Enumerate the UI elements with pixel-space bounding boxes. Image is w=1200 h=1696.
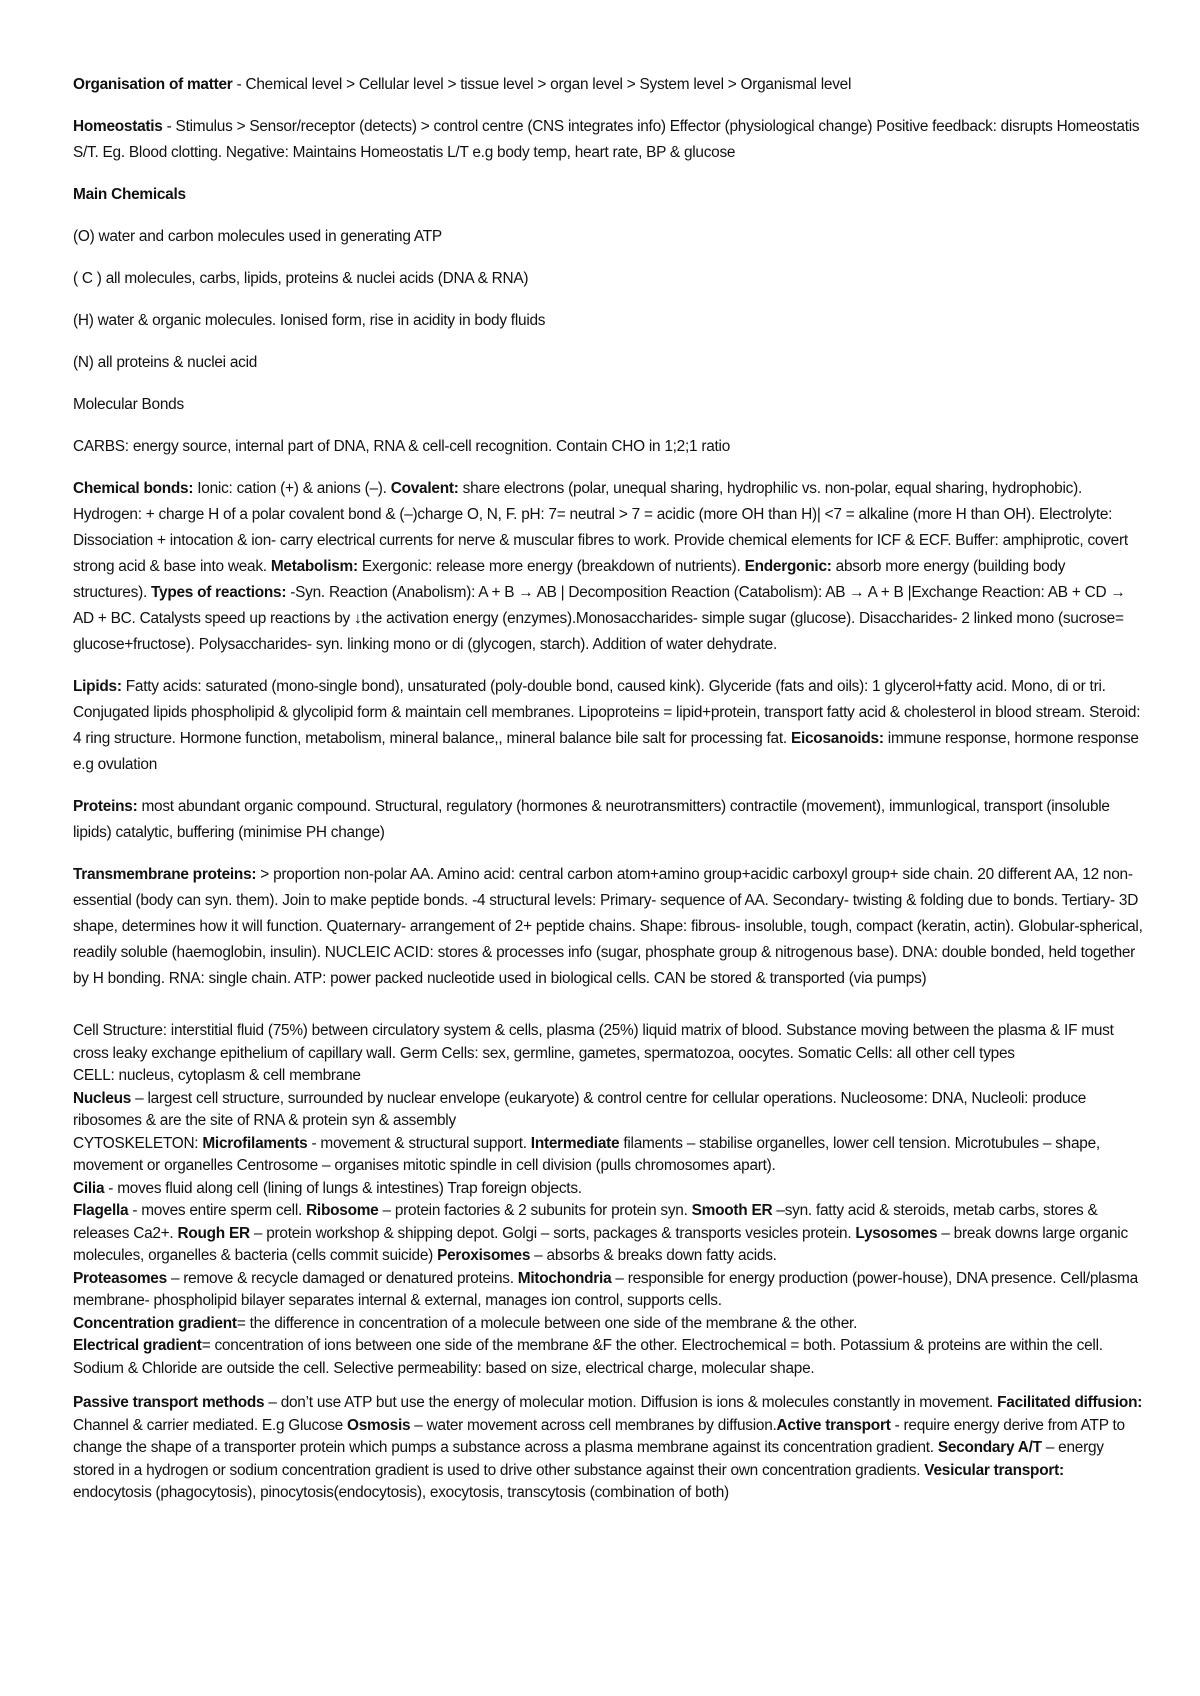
text: - moves entire sperm cell.: [128, 1202, 307, 1219]
term-peroxisomes: Peroxisomes: [437, 1247, 531, 1264]
term-covalent: Covalent:: [390, 480, 459, 497]
document-page: [73, 72, 1143, 1505]
carbs-line: CARBS: energy source, internal part of DNA, RNA & cell-cell recognition. Contain CHO in 1;2;1 ratio: [73, 438, 731, 455]
organelles-paragraph: [73, 1200, 1143, 1268]
text: share electrons (polar, unequal sharing, hydrophilic vs. non-polar, equal sharing, hydrophobic). Hydrogen: + charge H of a polar covalent bond & (–)charge O, N, F. pH: 7= neutral > 7 = acidic (more OH than H)| <7 = alkaline (more H than OH). Electrolyte: Dissociation + intocation & ion- carry electrical currents for nerve & muscular fibres to work. Provide chemical elements for ICF & ECF. Buffer: amphiprotic, covert strong acid & base into weak.: [73, 480, 1128, 575]
molecular-bonds-line: Molecular Bonds: [73, 396, 184, 413]
text: – remove & recycle damaged or denatured proteins.: [166, 1269, 518, 1287]
text: > proportion non-polar AA. Amino acid: central carbon atom+amino group+acidic carboxyl group+ side chain. 20 different AA, 12 non-essential (body can syn. them). Join to make peptide bonds. -4 structural levels: Primary- sequence of AA. Secondary- twisting & folding due to bonds. Tertiary- 3D shape, determines how it will function. Quaternary- arrangement of 2+ peptide chains. Shape: fibrous- insoluble, tough, compact (keratin, actin). Globular-spherical, readily soluble (haemoglobin, insulin). NUCLEIC ACID: stores & processes info (sugar, phosphate group & nitrogenous base). DNA: double bonded, held together by H bonding. RNA: single chain. ATP: power packed nucleotide used in biological cells. CAN be stored & transported (via pumps): [73, 866, 1143, 987]
spacer: [73, 1008, 1143, 1020]
term-endergonic: Endergonic:: [744, 558, 832, 575]
cell-line: CELL: nucleus, cytoplasm & cell membrane: [73, 1067, 361, 1084]
text: – largest cell structure, surrounded by nuclear envelope (eukaryote) & control centre for cellular operations. Nucleosome: DNA, Nucleoli: produce ribosomes & are the site of RNA & protein syn & assembly: [73, 1089, 1087, 1129]
proteins-paragraph: [73, 794, 1143, 846]
term-facilitated-diffusion: Facilitated diffusion:: [997, 1394, 1143, 1411]
heading-proteins: Proteins:: [73, 798, 138, 815]
heading-homeostasis: Homeostatis: [73, 118, 163, 135]
text: CYTOSKELETON:: [73, 1134, 203, 1152]
text: – absorbs & breaks down fatty acids.: [530, 1247, 777, 1264]
term-active-transport: Active transport: [776, 1416, 891, 1434]
text: – protein workshop & shipping depot. Golgi – sorts, packages & transports vesicles protein.: [249, 1224, 856, 1242]
text: absorb more energy (building body structures).: [73, 558, 1066, 601]
text: - Chemical level > Cellular level > tissue level > organ level > System level > Organismal level: [232, 76, 852, 93]
text: - moves fluid along cell (lining of lungs & intestines) Trap foreign objects.: [104, 1179, 582, 1197]
proteasomes-paragraph: [73, 1268, 1143, 1313]
term-smooth-er: Smooth ER: [691, 1202, 773, 1219]
text: – break downs large organic molecules, organelles & bacteria (cells commit suicide): [73, 1224, 1128, 1264]
text: immune response, hormone response e.g ovulation: [73, 730, 1139, 773]
text: -Syn. Reaction (Anabolism): A + B → AB | Decomposition Reaction (Catabolism): AB → A + B |Exchange Reaction: AB + CD → AD + BC. Catalysts speed up reactions by ↓the activation energy (enzymes).Monosaccharides- simple sugar (glucose). Disaccharides- 2 linked mono (sucrose= glucose+fructose). Polysaccharides- syn. linking mono or di (glycogen, starch). Addition of water dehydrate.: [73, 584, 1126, 653]
text: – don’t use ATP but use the energy of molecular motion. Diffusion is ions & molecules constantly in movement.: [264, 1394, 998, 1411]
text: Fatty acids: saturated (mono-single bond), unsaturated (poly-double bond, caused kink). Glyceride (fats and oils): 1 glycerol+fatty acid. Mono, di or tri. Conjugated lipids phospholipid & glycolipid form & maintain cell membranes. Lipoproteins = lipid+protein, transport fatty acid & cholesterol in blood stream. Steroid: 4 ring structure. Hormone function, metabolism, mineral balance,, mineral balance bile salt for processing fat.: [73, 678, 1141, 747]
transport-paragraph: [73, 1392, 1143, 1505]
heading-chemical-bonds: Chemical bonds:: [73, 480, 194, 497]
text: –syn. fatty acid & steroids, metab carbs, stores & releases Ca2+.: [73, 1202, 1098, 1242]
text: Channel & carrier mediated. E.g Glucose: [73, 1416, 348, 1434]
term-eicosanoids: Eicosanoids:: [790, 730, 884, 747]
term-metabolism: Metabolism:: [270, 558, 358, 575]
term-vesicular-transport: Vesicular transport:: [924, 1461, 1064, 1479]
text: – protein factories & 2 subunits for protein syn.: [378, 1202, 692, 1219]
concentration-gradient-paragraph: [73, 1313, 1143, 1336]
text: endocytosis (phagocytosis), pinocytosis(endocytosis), exocytosis, transcytosis (combination of both): [73, 1484, 729, 1501]
spacer: [73, 1380, 1143, 1392]
text: – energy stored in a hydrogen or sodium concentration gradient is used to drive other substance against their own concentration gradients.: [73, 1439, 1104, 1479]
text: = the difference in concentration of a molecule between one side of the membrane & the other.: [236, 1314, 858, 1332]
nucleus-paragraph: [73, 1088, 1143, 1133]
text: – water movement across cell membranes by diffusion.: [410, 1416, 777, 1434]
cell-structure-paragraph: Cell Structure: interstitial fluid (75%) between circulatory system & cells, plasma (25%) liquid matrix of blood. Substance moving between the plasma & IF must cross leaky exchange epithelium of capillary wall. Germ Cells: sex, germline, gametes, spermatozoa, oocytes. Somatic Cells: all other cell types: [73, 1022, 1114, 1062]
text: - require energy derive from ATP to change the shape of a transporter protein which pumps a substance across a plasma membrane against its concentration gradient.: [73, 1416, 1125, 1456]
term-nucleus: Nucleus: [73, 1089, 132, 1107]
term-types-of-reactions: Types of reactions:: [151, 584, 287, 601]
text: Exergonic: release more energy (breakdown of nutrients).: [357, 558, 745, 575]
text: filaments – stabilise organelles, lower cell tension. Microtubules – shape, movement or organelles Centrosome – organises mitotic spindle in cell division (pulls chromosomes apart).: [73, 1134, 1100, 1174]
term-mitochondria: Mitochondria: [517, 1269, 612, 1287]
term-passive-transport: Passive transport methods: [73, 1394, 265, 1411]
cilia-paragraph: [73, 1178, 1143, 1201]
term-ribosome: Ribosome: [306, 1202, 379, 1219]
organisation-paragraph: [73, 72, 1143, 98]
term-flagella: Flagella: [73, 1202, 129, 1219]
term-proteasomes: Proteasomes: [73, 1269, 167, 1287]
main-chemicals-heading: [73, 182, 1143, 208]
term-concentration-gradient: Concentration gradient: [73, 1314, 237, 1332]
text: most abundant organic compound. Structural, regulatory (hormones & neurotransmitters) contractile (movement), immunlogical, transport (insoluble lipids) catalytic, buffering (minimise PH change): [73, 798, 1110, 841]
term-lysosomes: Lysosomes: [855, 1224, 938, 1242]
cytoskeleton-paragraph: [73, 1133, 1143, 1178]
term-rough-er: Rough ER: [177, 1224, 250, 1242]
hydrogen-line: (H) water & organic molecules. Ionised form, rise in acidity in body fluids: [73, 312, 546, 329]
term-osmosis: Osmosis: [347, 1416, 411, 1434]
text: = concentration of ions between one side of the membrane &F the other. Electrochemical = both. Potassium & proteins are within the cell. Sodium & Chloride are outside the cell. Selective permeability: based on size, electrical charge, molecular shape.: [73, 1337, 1103, 1377]
heading-transmembrane-proteins: Transmembrane proteins:: [73, 866, 257, 883]
heading-main-chemicals: Main Chemicals: [73, 186, 186, 203]
lipids-paragraph: [73, 674, 1143, 778]
electrical-gradient-paragraph: [73, 1335, 1143, 1380]
heading-lipids: Lipids:: [73, 678, 122, 695]
term-secondary-active-transport: Secondary A/T: [937, 1439, 1042, 1456]
nitrogen-line: (N) all proteins & nuclei acid: [73, 354, 258, 371]
term-microfilaments: Microfilaments: [202, 1134, 308, 1152]
chemical-bonds-paragraph: [73, 476, 1143, 658]
oxygen-line: (O) water and carbon molecules used in generating ATP: [73, 228, 442, 245]
text: Ionic: cation (+) & anions (–).: [193, 480, 391, 497]
text: - Stimulus > Sensor/receptor (detects) > control centre (CNS integrates info) Effector (physiological change) Positive feedback: disrupts Homeostatis S/T. Eg. Blood clotting. Negative: Maintains Homeostatis L/T e.g body temp, heart rate, BP & glucose: [73, 118, 1140, 161]
heading-organisation: Organisation of matter: [73, 76, 233, 93]
transmembrane-paragraph: [73, 862, 1143, 992]
carbon-line: ( C ) all molecules, carbs, lipids, proteins & nuclei acids (DNA & RNA): [73, 270, 529, 287]
text: – responsible for energy production (power-house), DNA presence. Cell/plasma membrane- phospholipid bilayer separates internal & external, manages ion control, supports cells.: [73, 1269, 1138, 1309]
homeostasis-paragraph: [73, 114, 1143, 166]
text: - movement & structural support.: [307, 1134, 531, 1152]
term-cilia: Cilia: [73, 1179, 105, 1197]
term-electrical-gradient: Electrical gradient: [73, 1337, 202, 1354]
term-intermediate: Intermediate: [530, 1134, 620, 1152]
